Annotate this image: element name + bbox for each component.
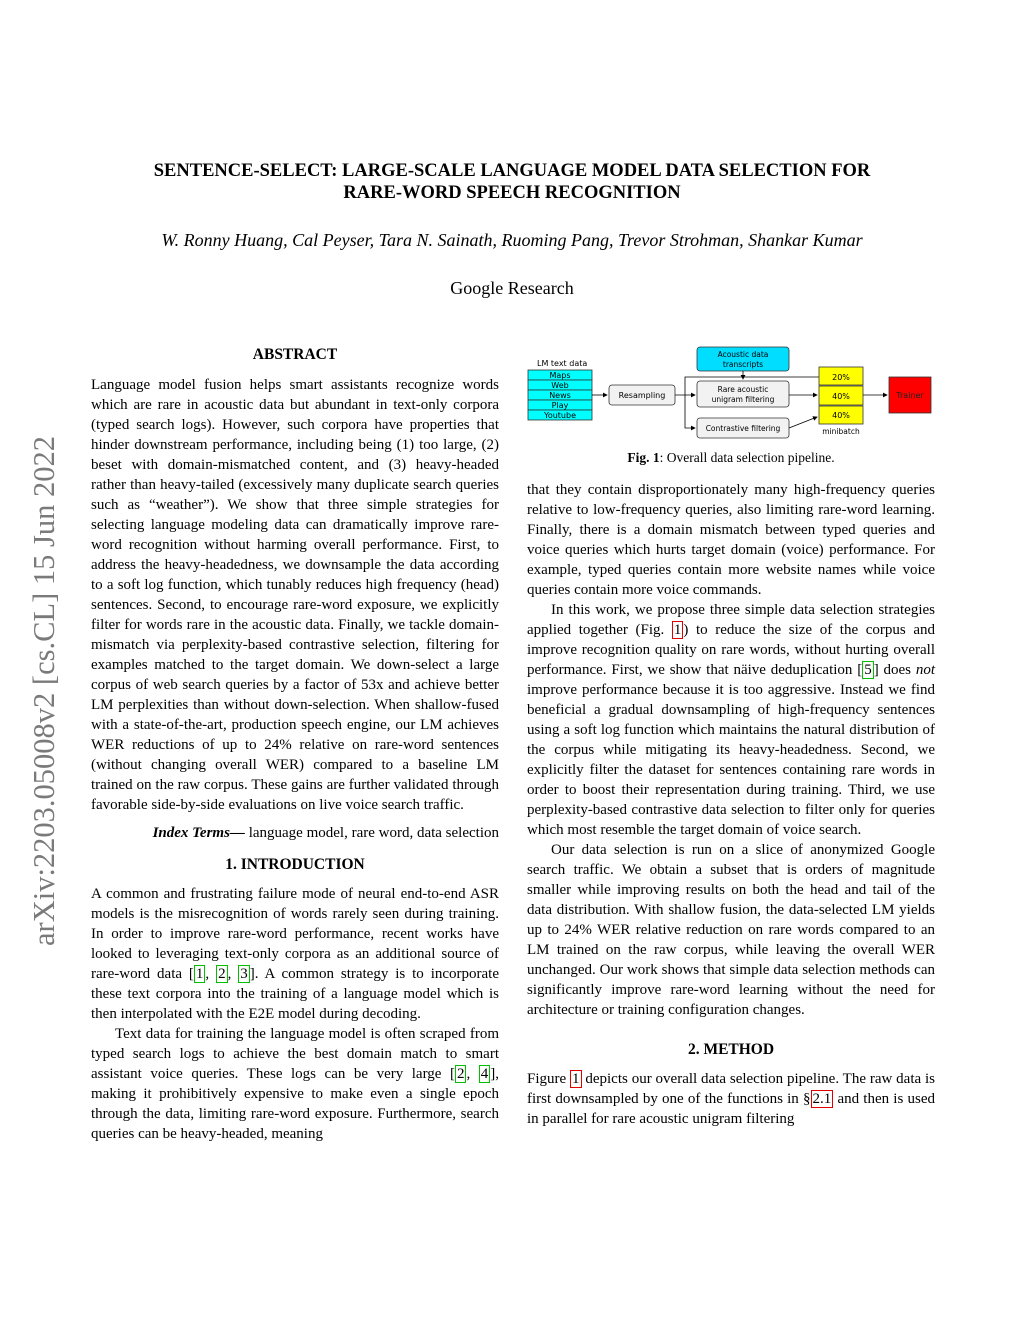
intro-p4-text-d: improve performance because it is too aggressive. Instead we find beneficial a gradual downsampling of high-frequency sentences using a soft log function which maintains the natural distribution of the corpus while mitigating its heavy-headedness. Second, we explicitly filter the dataset for sentences containing rare words in order to boost their representation during training. Third, we use perplexity-based contrastive data selection to filter only for queries which most resemble the target domain of voice search.	[527, 682, 935, 838]
contrastive-label: Contrastive filtering	[705, 424, 781, 433]
intro-heading: 1. INTRODUCTION	[225, 856, 365, 873]
method-p1-text-c: and then is used in parallel for rare acoustic unigram filtering	[527, 1091, 935, 1127]
method-p1-text-b: depicts our overall data selection pipeline. The raw data is first downsampled by one of the functions in §	[527, 1071, 935, 1107]
mix-label: 40%	[832, 411, 850, 420]
source-stack	[528, 370, 592, 420]
caption-label: Fig. 1	[627, 450, 660, 465]
source-label: Play	[551, 401, 569, 410]
citation-link[interactable]: 3	[240, 966, 248, 982]
source-label: News	[549, 391, 571, 400]
source-label: Web	[551, 381, 569, 390]
citation-link[interactable]: 5	[864, 662, 872, 678]
index-terms	[91, 823, 499, 843]
acoustic-label-2: transcripts	[722, 360, 764, 369]
citation-link[interactable]: 4	[480, 1066, 489, 1082]
title-line-1: SENTENCE-SELECT: LARGE-SCALE LANGUAGE MODEL DATA SELECTION FOR	[153, 161, 871, 181]
arrow	[685, 395, 695, 428]
affiliation: Google Research	[450, 278, 574, 298]
title-line-2: RARE-WORD SPEECH RECOGNITION	[343, 183, 681, 203]
acoustic-label-1: Acoustic data	[717, 350, 769, 359]
intro-p4-text-a: In this work, we propose three simple data selection strategies applied together (Fig.	[527, 602, 935, 638]
citation-link[interactable]: 1	[195, 966, 204, 982]
arrow	[789, 417, 817, 428]
abstract-heading: ABSTRACT	[252, 346, 338, 363]
intro-p1-text-a: A common and frustrating failure mode of neural end-to-end ASR models is the misrecognition of words rarely seen during training. In order to improve rare-word performance, recent works have looked to leveraging text-only corpora as an additional source of rare-word data [	[91, 886, 499, 982]
citation-link[interactable]: 2	[456, 1066, 465, 1082]
arxiv-identifier: arXiv:2203.05008v2 [cs.CL] 15 Jun 2022	[27, 436, 61, 946]
mix-label: 40%	[832, 392, 850, 401]
intro-paragraph-3: that they contain disproportionately many high-frequency queries relative to low-frequency queries, also limiting rare-word learning. Finally, there is a domain mismatch between typed queries and voice queries which hurts target domain (voice) performance. For example, typed queries contain more website names while voice queries contain more voice commands.	[527, 482, 935, 598]
emphasis-not: not	[915, 662, 935, 678]
intro-paragraph-2: Text data for training the language model is often scraped from typed search logs to achieve the best domain match to smart assistant voice queries. These logs can be very large [ 2 , 4 ], making it prohibitively expensive to make even a single epoch through the data, limiting rare-word exposure. Furthermore, search queries can be heavy-headed, meaning	[91, 1026, 499, 1142]
left-column	[91, 345, 499, 1144]
lm-text-data-label: LM text data	[537, 359, 588, 368]
source-label: Youtube	[544, 411, 576, 420]
intro-paragraph-4	[527, 600, 935, 840]
rare-label-2: unigram filtering	[711, 395, 775, 404]
intro-p2-text-b: ], making it prohibitively expensive to make even a single epoch through the data, limiting rare-word exposure. Furthermore, search queries can be heavy-headed, meaning	[91, 1066, 499, 1142]
index-terms-label: Index Terms—	[152, 825, 245, 841]
mix-label: 20%	[832, 373, 850, 382]
citation-link[interactable]: 2	[218, 966, 226, 982]
author-list: W. Ronny Huang, Cal Peyser, Tara N. Sainath, Ruoming Pang, Trevor Strohman, Shankar Kumar	[161, 230, 863, 250]
intro-paragraph-5: Our data selection is run on a slice of anonymized Google search traffic. We obtain a subset that is orders of magnitude smaller while improving results on both the head and tail of the data distribution. With shallow fusion, the data-selected LM yields up to 24% WER relative reduction on rare words compared to an LM trained on the raw corpus, while leaving the overall WER unchanged. Our work shows that simple data selection methods can significantly improve rare-word learning without the need for architecture or training configuration changes.	[527, 842, 935, 1018]
intro-p1-text-b: ]. A common strategy is to incorporate these text corpora into the training of a language model which is then interpolated with the E2E model during decoding.	[91, 966, 500, 1022]
intro-p2-text-a: Text data for training the language model is often scraped from typed search logs to achieve the best domain match to smart assistant voice queries. These logs can be very large [	[91, 1026, 499, 1082]
figure-reference-link[interactable]: 1	[572, 1071, 580, 1087]
trainer-label: Trainer	[896, 391, 924, 400]
intro-p4-text-c: ] does	[873, 662, 916, 678]
intro-paragraph-1: A common and frustrating failure mode of neural end-to-end ASR models is the misrecognition of words rarely seen during training. In order to improve rare-word performance, recent works have looked to leveraging text-only corpora as an additional source of rare-word data [ 1 , 2 , 3 ]. A common strategy is to incorporate these text corpora into the training of a language model which is then interpolated with the E2E model during decoding.	[91, 886, 500, 1022]
abstract-text: Language model fusion helps smart assistants recognize words which are rare in acoustic data but abundant in text-only corpora (typed search logs). However, such corpora have properties that hinder downstream performance, including being (1) too large, (2) beset with domain-mismatched content, and (3) heavy-headed rather than heavy-tailed (excessively many duplicate search queries such as “weather”). We show that three simple strategies for selecting language modeling data can dramatically improve rare-word recognition without harming overall performance. First, to address the heavy-headedness, we downsample the data according to a soft log function, which tunably reduces high frequency (head) sentences. Second, to encourage rare-word exposure, we explicitly filter for words rare in the acoustic data. Finally, we tackle domain-mismatch via perplexity-based contrastive selection, filtering for examples matched to the target domain. We down-select a large corpus of web search queries by a factor of 53x and achieve better LM perplexities than without down-selection. When shallow-fused with a state-of-the-art, production speech engine, our LM achieves WER reductions of up to 24% relative on rare-word sentences (without changing overall WER) compared to a baseline LM trained on the raw corpus. These gains are further validated through favorable side-by-side evaluations on live voice search traffic.	[91, 377, 499, 813]
minibatch-label: minibatch	[822, 427, 860, 436]
right-column	[527, 480, 935, 1129]
rare-label-1: Rare acoustic	[717, 385, 769, 394]
figure-1-caption	[527, 450, 935, 466]
intro-p4-text-b: ) to reduce the size of the corpus and improve recognition quality on rare words, without hurting overall performance. First, we show that näive deduplication [	[527, 622, 935, 678]
method-p1-text-a: Figure	[527, 1071, 571, 1087]
source-label: Maps	[549, 371, 571, 380]
method-paragraph-1	[527, 1069, 935, 1129]
paper-title	[60, 160, 964, 204]
section-reference-link[interactable]: 2.1	[812, 1091, 832, 1107]
caption-text: : Overall data selection pipeline.	[659, 450, 835, 465]
method-heading: 2. METHOD	[687, 1041, 775, 1058]
index-terms-text: language model, rare word, data selection	[244, 825, 499, 841]
resampling-label: Resampling	[618, 391, 666, 400]
pipeline-svg	[527, 345, 935, 445]
figure-reference-link[interactable]: 1	[673, 622, 682, 638]
